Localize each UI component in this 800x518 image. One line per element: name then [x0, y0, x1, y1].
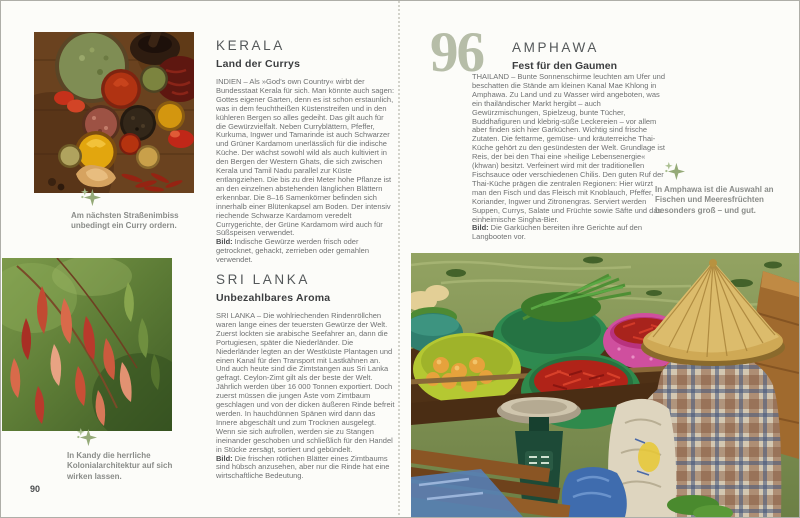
- bild-text: Die Garküchen bereiten ihre Gerichte auf den Langbooten vor.: [472, 223, 643, 242]
- margin-note-leaves: [67, 427, 195, 482]
- article-amphawa: [472, 73, 665, 242]
- bild-text: Indische Gewürze werden frisch oder getrocknet, gehackt, zerrieben oder gemahlen verwendet.: [216, 237, 370, 265]
- article-header-amphawa: [512, 40, 617, 72]
- margin-note-text: Am nächsten Straßenimbiss unbedingt ein Curry ordern.: [71, 211, 179, 231]
- bild-label: Bild:: [472, 223, 489, 233]
- article-body-kerala: INDIEN – Als »God's own Country« wirbt der Bundesstaat Kerala für sich. Man könnte auch sagen: Gottes eigener Garten, denn es ist schon erstaunlich, was in dem feuchtheißen Küstenstreifen und in den kühleren Bergen so alles gedeiht. Das gilt auch für die Gewürzvielfalt. Neben Curryblättern, Pfeffer, Kurkuma, Ingwer und Tamarinde ist auch Schwarzer und Grüner Kardamom unerlässlich für die indische Küche. Der wächst sowohl wild als auch kultiviert in den Bergen der Western Ghats, die sich zwischen Kerala und Tamil Nadu parallel zur Küste entlangziehen. Die bis zu drei Meter hohe Pflanze ist an den einzelnen abstehenden länglichen Blättern erkennbar. Die 8–16 Samenkörner befinden sich innerhalb einer Blütenkapsel am Boden. Der intensiv riechende Schwarze Kardamom veredelt Currygerichte, der Grüne Kardamom wird auch für Süßspeisen verwendet.: [216, 77, 395, 238]
- article-subtitle-kerala: Land der Currys: [216, 58, 301, 70]
- margin-note-market: [655, 161, 777, 216]
- article-srilanka: [216, 272, 395, 481]
- article-body-amphawa: THAILAND – Bunte Sonnenschirme leuchten am Ufer und beschatten die Stände am kleinen Kanal Mae Khlong in Amphawa. Zu Land und zu Wasser wird angeboten, was ein thailändischer Markt hergibt – auch Gewürzmischungen, Spielzeug, bunte Tücher, Buddhafiguren und klebrig-süße Leckereien – vor allem aber finden sich hier Garküchen. Wichtig sind frische Zutaten. Die fettarme, gemüse- und kräuterreiche Thai-Küche gehört zu den gesündesten der Welt. Grundlage ist Reis, der bei den Thai eine »heilige Lebensenergie« (khwan) besitzt. Verfeinert wird mit der traditionellen Fischsauce oder verschiedenen Chilis. Den guten Ruf der Thai-Küche prägen die zentralen Regionen: Hier würzt man den Fisch und das Fleisch mit Knoblauch, Pfeffer, Koriander, Ingwer und Zitronengras. Serviert werden Suppen, Currys, Salate und Früchte sowie Säfte und das einheimische Singha-Bier.: [472, 72, 666, 224]
- margin-note-text: In Kandy die herrliche Kolonialarchitektur auf sich wirken lassen.: [67, 451, 173, 481]
- article-subtitle-amphawa: Fest für den Gaumen: [512, 60, 618, 72]
- spices-photo: [34, 32, 194, 193]
- article-title-srilanka: SRI LANKA: [216, 272, 310, 287]
- article-body-srilanka: SRI LANKA – Die wohlriechenden Rindenröllchen waren lange eines der teuersten Gewürze der Welt. Zuerst lockten sie arabische Seefahrer an, dann die Portugiesen, später die Niederländer. Die Niederländer legten an der Westküste Plantagen und einen Kanal für den Transport mit Lastkähnen an. Und auch heute sind die Zimtstangen aus Sri Lanka gefragt. Ceylon-Zimt gilt als der beste der Welt. Jährlich werden über 16 000 Tonnen exportiert. Doch zuerst müssen die jungen Äste vom Zimtbaum geschlagen und von der dicken äußeren Rinde befreit werden. In hauchdünnen Spänen wird dann das Innere abgeschält und zum Trocknen ausgelegt. Wenn sie sich aufrollen, werden sie zu Stangen ineinander geschoben und schließlich für den Handel in Stücke zersägt, sortiert und gebündelt.: [216, 311, 395, 454]
- margin-note-text: In Amphawa ist die Auswahl an Fischen und Meeresfrüchten besonders groß – und gut.: [655, 185, 774, 215]
- cinnamon-leaves-photo: [2, 258, 172, 431]
- article-kerala: [216, 38, 395, 265]
- page-gutter: [398, 1, 400, 518]
- sparkle-icon: [79, 187, 102, 208]
- article-subtitle-srilanka: Unbezahlbares Aroma: [216, 292, 331, 304]
- bild-text: Die frischen rötlichen Blätter eines Zimtbaums sind hübsch anzusehen, aber nur die Rinde hat eine wirtschaftliche Bedeutung.: [216, 453, 390, 481]
- article-title-amphawa: AMPHAWA: [512, 40, 599, 55]
- sparkle-icon: [663, 161, 686, 182]
- entry-number: 96: [430, 21, 483, 84]
- article-caption-kerala: [216, 238, 395, 265]
- floating-market-photo: [411, 253, 799, 517]
- bild-label: Bild:: [216, 453, 233, 463]
- article-caption-amphawa: [472, 224, 665, 242]
- bild-label: Bild:: [216, 237, 233, 247]
- article-title-kerala: KERALA: [216, 38, 285, 53]
- page-number: 90: [30, 484, 41, 494]
- margin-note-spices: [71, 187, 187, 232]
- article-caption-srilanka: [216, 455, 395, 482]
- sparkle-icon: [75, 427, 98, 448]
